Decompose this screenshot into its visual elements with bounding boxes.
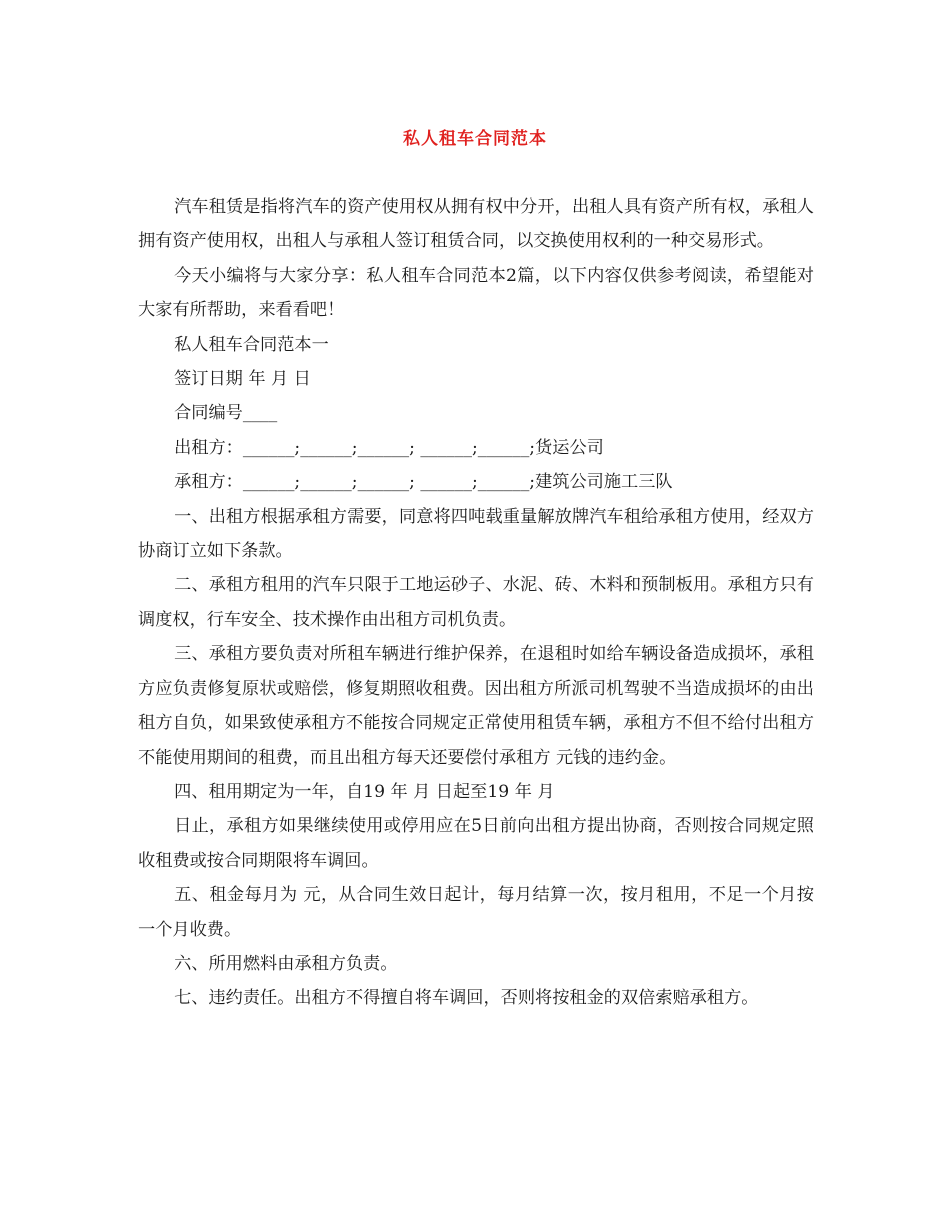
lessee-line: 承租方：______;______;______; ______;______;建筑公司施工三队 [174, 472, 673, 493]
document-body [138, 190, 814, 1016]
clause-1: 一、出租方根据承租方需要，同意将四吨载重量解放牌汽车租给承租方使用，经双方协商订立如下条款。 [138, 506, 814, 562]
section-heading: 私人租车合同范本一 [174, 334, 329, 355]
clause-3: 三、承租方要负责对所租车辆进行维护保养，在退租时如给车辆设备造成损坏，承租方应负责修复原状或赔偿，修复期照收租费。因出租方所派司机驾驶不当造成损坏的由出租方自负，如果致使承租方不能按合同规定正常使用租赁车辆，承租方不但不给付出租方不能使用期间的租费，而且出租方每天还要偿付承租方 元钱的违约金。 [138, 644, 814, 768]
contract-number: 合同编号____ [174, 403, 278, 424]
clause-6: 六、所用燃料由承租方负责。 [174, 953, 398, 974]
clause-5: 五、租金每月为 元，从合同生效日起计，每月结算一次，按月租用，不足一个月按一个月收费。 [138, 885, 814, 940]
signing-date: 签订日期 年 月 日 [174, 369, 311, 390]
clause-2: 二、承租方租用的汽车只限于工地运砂子、水泥、砖、木料和预制板用。承租方只有调度权，行车安全、技术操作由出租方司机负责。 [138, 575, 814, 630]
clause-7: 七、违约责任。出租方不得擅自将车调回，否则将按租金的双倍索赔承租方。 [174, 988, 759, 1009]
clause-4: 四、租用期定为一年，自19 年 月 日起至19 年 月 [174, 781, 555, 802]
intro-paragraph: 汽车租赁是指将汽车的资产使用权从拥有权中分开，出租人具有资产所有权，承租人拥有资产使用权，出租人与承租人签订租赁合同，以交换使用权利的一种交易形式。 [138, 197, 814, 252]
share-paragraph: 今天小编将与大家分享：私人租车合同范本2篇，以下内容仅供参考阅读，希望能对大家有所帮助，来看看吧！ [138, 265, 814, 321]
document-title: 私人租车合同范本 [403, 129, 547, 149]
lessor-line: 出租方：______;______;______; ______;______;货运公司 [174, 437, 604, 458]
clause-4-continued: 日止，承租方如果继续使用或停用应在5日前向出租方提出协商，否则按合同规定照收租费或按合同期限将车调回。 [138, 816, 814, 871]
